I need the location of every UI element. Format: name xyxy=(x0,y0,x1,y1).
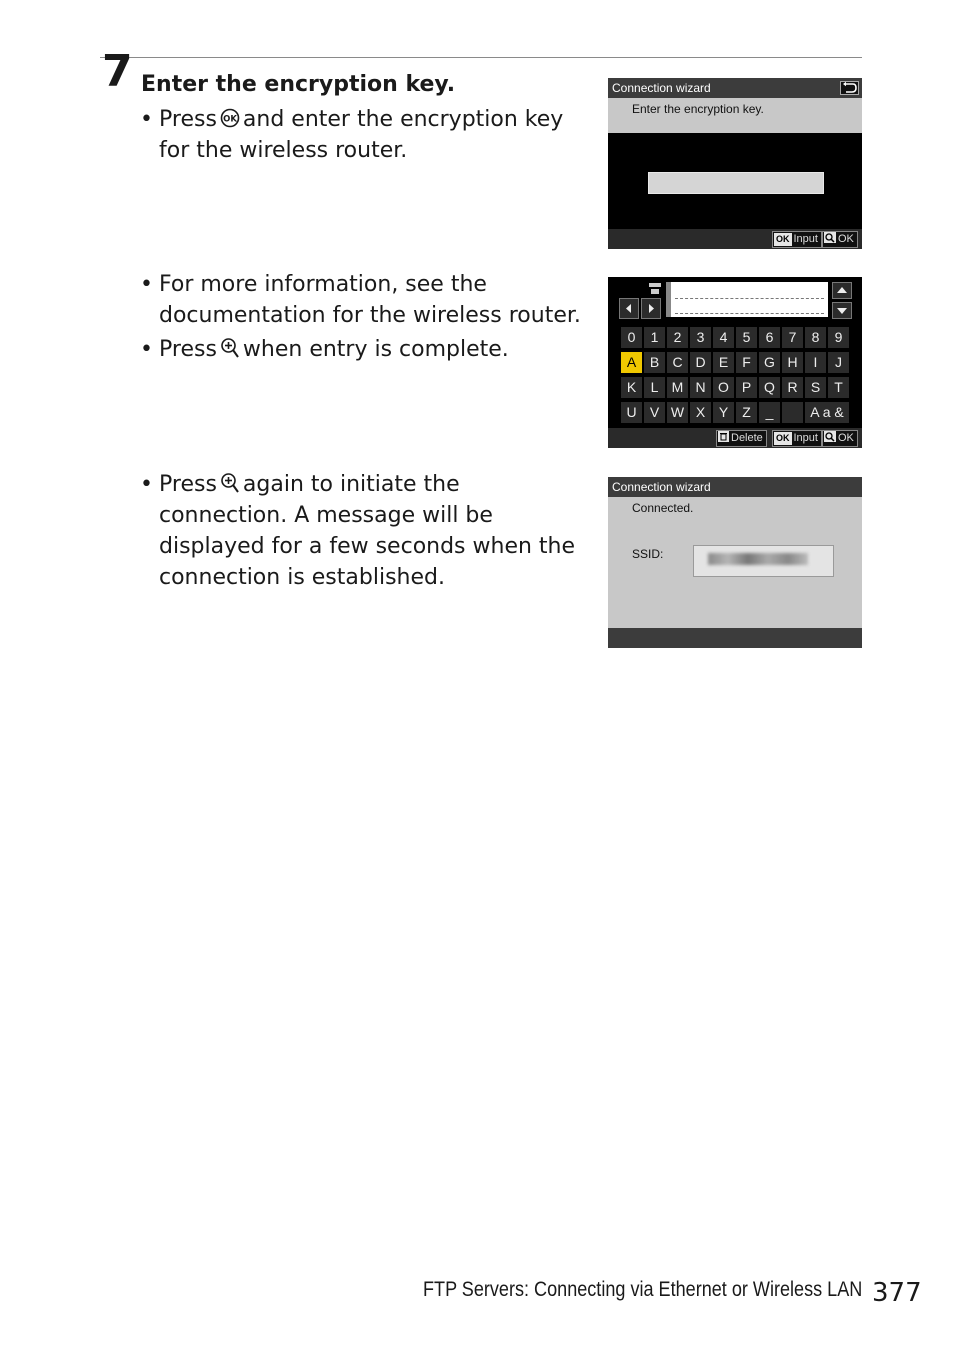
bullet-text: Press again to initiate the connection. A message will be displayed for a few seconds when the connection is established. xyxy=(159,472,576,590)
encryption-key-field[interactable] xyxy=(648,172,824,194)
keyboard-key[interactable]: I xyxy=(805,352,826,373)
bullet-press-zoom-again xyxy=(140,469,590,593)
bullet-press-zoom xyxy=(140,334,590,365)
input-hint: OK Input xyxy=(772,430,822,447)
screen-message: Connected. xyxy=(632,501,694,515)
keyboard-key[interactable]: 4 xyxy=(713,327,734,348)
input-hint: OK Input xyxy=(772,231,822,248)
key-entry-field[interactable] xyxy=(666,282,828,317)
keyboard-key[interactable]: L xyxy=(644,377,665,398)
keyboard-key[interactable]: V xyxy=(644,402,665,423)
keyboard-key[interactable]: R xyxy=(782,377,803,398)
bullet-more-info xyxy=(140,269,590,331)
keyboard-key[interactable]: K xyxy=(621,377,642,398)
zoom-in-icon xyxy=(220,472,240,494)
cursor-left-button[interactable] xyxy=(619,298,639,319)
keyboard-key[interactable]: 0 xyxy=(621,327,642,348)
bullet-dot: • xyxy=(140,472,153,497)
screen-keyboard xyxy=(608,277,862,448)
keyboard-key[interactable]: Q xyxy=(759,377,780,398)
keyboard-key[interactable]: M xyxy=(667,377,688,398)
back-icon xyxy=(840,81,859,95)
keyboard-key[interactable]: P xyxy=(736,377,757,398)
keyboard-key[interactable] xyxy=(782,402,803,423)
keyboard-key[interactable]: U xyxy=(621,402,642,423)
screen-footer xyxy=(608,428,862,448)
bullet-dot: • xyxy=(140,107,153,132)
keyboard-key[interactable]: Z xyxy=(736,402,757,423)
ssid-value-box xyxy=(693,545,834,577)
keyboard-key[interactable]: G xyxy=(759,352,780,373)
arrow-down-icon xyxy=(833,303,851,318)
keyboard-key[interactable]: 3 xyxy=(690,327,711,348)
bullet-dot: • xyxy=(140,272,153,297)
keyboard-key[interactable]: D xyxy=(690,352,711,373)
network-icon xyxy=(648,282,662,295)
bullet-text: For more information, see the documentation for the wireless router. xyxy=(159,272,581,328)
keyboard-key[interactable]: _ xyxy=(759,402,780,423)
bullet-dot: • xyxy=(140,337,153,362)
step-title: Enter the encryption key. xyxy=(141,72,456,97)
keyboard-key[interactable]: J xyxy=(828,352,849,373)
keyboard-key[interactable]: S xyxy=(805,377,826,398)
ok-hint: OK xyxy=(822,430,858,447)
trash-icon xyxy=(718,431,729,442)
arrow-up-icon xyxy=(833,283,851,298)
keyboard-key[interactable]: Y xyxy=(713,402,734,423)
cursor-right-button[interactable] xyxy=(641,298,661,319)
keyboard-key[interactable]: E xyxy=(713,352,734,373)
bullet-text: Press when entry is complete. xyxy=(159,337,509,362)
svg-text:OK: OK xyxy=(223,114,237,125)
keyboard-key[interactable]: W xyxy=(667,402,688,423)
arrow-right-icon xyxy=(642,299,660,318)
top-rule xyxy=(100,57,862,58)
keyboard-key[interactable]: C xyxy=(667,352,688,373)
ok-button-icon xyxy=(220,107,240,129)
zoom-in-icon xyxy=(220,337,240,359)
screen-connected xyxy=(608,477,862,648)
keyboard-key[interactable]: 6 xyxy=(759,327,780,348)
keyboard-key[interactable]: A xyxy=(621,352,642,373)
keyboard-key[interactable]: H xyxy=(782,352,803,373)
footer-section-title: FTP Servers: Connecting via Ethernet or Wireless LAN xyxy=(423,1278,863,1301)
zoom-in-icon xyxy=(824,431,836,442)
ok-hint: OK xyxy=(822,231,858,248)
keyboard-key[interactable]: O xyxy=(713,377,734,398)
keyboard-key[interactable]: 5 xyxy=(736,327,757,348)
keyboard-key[interactable]: 8 xyxy=(805,327,826,348)
screen-footer xyxy=(608,628,862,648)
keyboard-key[interactable]: F xyxy=(736,352,757,373)
screen-encryption-key xyxy=(608,78,862,249)
ssid-value-blurred xyxy=(708,553,808,565)
keyboard-key[interactable]: B xyxy=(644,352,665,373)
keyboard-key[interactable]: 2 xyxy=(667,327,688,348)
arrow-left-icon xyxy=(620,299,638,318)
screen-message: Enter the encryption key. xyxy=(608,98,862,133)
keyboard-key[interactable]: X xyxy=(690,402,711,423)
scroll-up-button[interactable] xyxy=(832,282,852,299)
zoom-in-icon xyxy=(824,232,836,243)
keyboard-key[interactable]: 9 xyxy=(828,327,849,348)
delete-hint: Delete xyxy=(716,430,767,447)
character-mode-key[interactable]: A a & xyxy=(805,402,849,423)
keyboard-key[interactable]: 7 xyxy=(782,327,803,348)
bullet-text: Press OK and enter the encryption key for the wireless router. xyxy=(159,107,564,163)
screen-footer xyxy=(608,229,862,249)
page-number: 377 xyxy=(872,1278,922,1308)
screen-header: Connection wizard xyxy=(608,78,862,98)
scroll-down-button[interactable] xyxy=(832,302,852,319)
bullet-press-ok xyxy=(140,104,590,166)
keyboard-key[interactable]: 1 xyxy=(644,327,665,348)
screen-header: Connection wizard xyxy=(608,477,862,497)
step-number: 7 xyxy=(102,46,133,97)
keyboard-key[interactable]: T xyxy=(828,377,849,398)
ssid-label: SSID: xyxy=(632,547,664,561)
keyboard-key[interactable]: N xyxy=(690,377,711,398)
